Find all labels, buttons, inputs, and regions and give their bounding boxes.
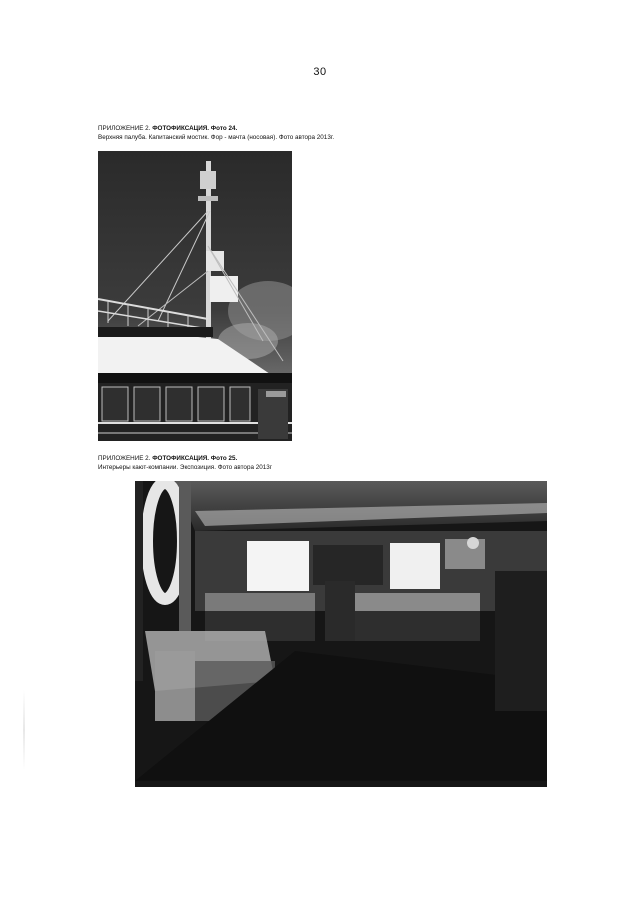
figure-1-caption — [98, 124, 334, 142]
scan-artifact — [23, 690, 25, 770]
figure-2-title-bold: ФОТОФИКСАЦИЯ. Фото 25. — [152, 455, 238, 462]
page-number: 30 — [313, 66, 327, 78]
wardroom-interior-illustration — [135, 481, 547, 787]
figure-2-description: Интерьеры кают-компании. Экспозиция. Фото автора 2013г — [98, 464, 272, 471]
figure-2-title-prefix: ПРИЛОЖЕНИЕ 2. — [98, 455, 153, 462]
figure-1-title-bold: ФОТОФИКСАЦИЯ. Фото 24. — [152, 125, 238, 132]
photo-wardroom-interior — [135, 481, 547, 787]
figure-1-title — [98, 124, 334, 133]
ship-mast-illustration — [98, 151, 292, 441]
figure-2-caption — [98, 454, 272, 472]
figure-1-description: Верхняя палуба. Капитанский мостик. Фор - мачта (носовая). Фото автора 2013г. — [98, 134, 335, 141]
photo-ship-mast — [98, 151, 292, 441]
figure-2-title — [98, 454, 272, 463]
figure-1-title-prefix: ПРИЛОЖЕНИЕ 2. — [98, 125, 153, 132]
